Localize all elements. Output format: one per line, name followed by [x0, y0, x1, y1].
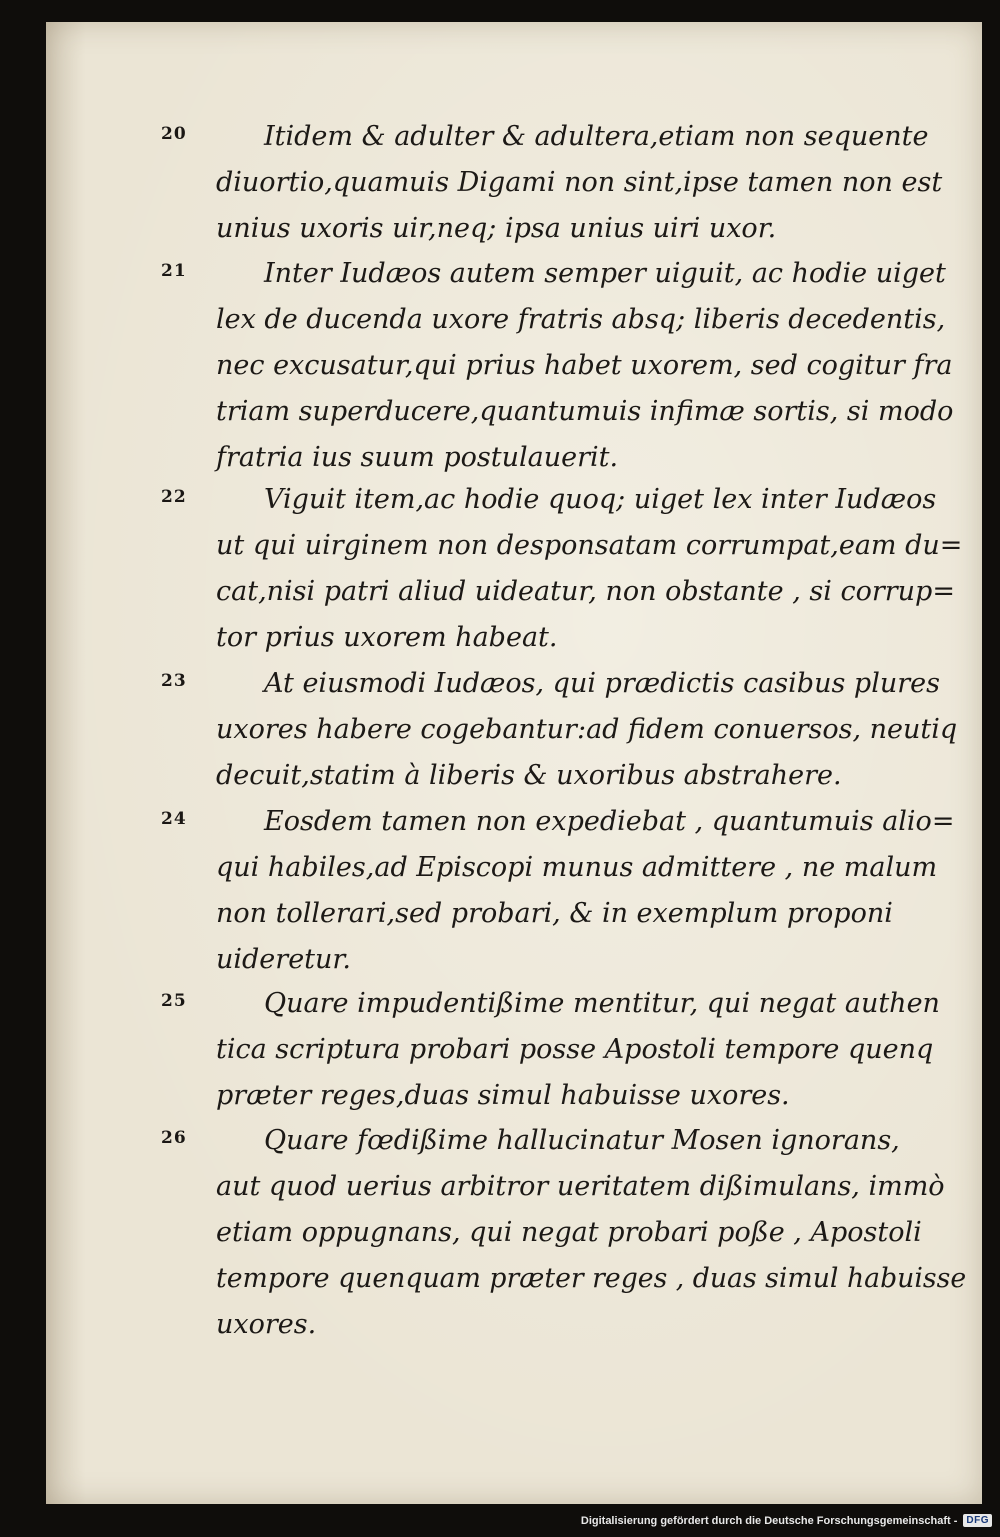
text-line: Inter Iudæos autem semper uiguit, ac hodie uiget — [264, 258, 946, 289]
text-line: uxores. — [216, 1309, 317, 1340]
text-line: tempore quenquam præter reges , duas simul habuisse — [216, 1263, 967, 1294]
text-line: præter reges,duas simul habuisse uxores. — [216, 1080, 790, 1111]
text-line: Quare impudentißime mentitur, qui negat authen — [264, 988, 940, 1019]
digitization-credit — [581, 1514, 992, 1527]
text-line: ut qui uirginem non desponsatam corrumpat,eam du= — [216, 530, 963, 561]
paragraph-number: 24 — [161, 809, 187, 829]
text-line: uxores habere cogebantur:ad fidem conuersos, neutiq — [216, 714, 958, 745]
dfg-logo-icon: DFG — [963, 1514, 992, 1527]
text-line: triam superducere,quantumuis infimæ sortis, si modo — [216, 396, 954, 427]
paragraph-number: 23 — [161, 671, 187, 691]
text-line: decuit,statim à liberis & uxoribus abstrahere. — [216, 760, 842, 791]
text-line: lex de ducenda uxore fratris absq; liberis decedentis, — [216, 304, 946, 335]
text-line: tor prius uxorem habeat. — [216, 622, 558, 653]
paragraph-number: 20 — [161, 124, 187, 144]
text-line: cat,nisi patri aliud uideatur, non obstante , si corrup= — [216, 576, 955, 607]
text-line: fratria ius suum postulauerit. — [216, 442, 619, 473]
text-line: non tollerari,sed probari, & in exemplum proponi — [216, 898, 893, 929]
book-page — [46, 22, 982, 1504]
text-line: Quare fœdißime hallucinatur Mosen ignorans, — [264, 1125, 900, 1156]
paragraph-number: 22 — [161, 487, 187, 507]
text-line: diuortio,quamuis Digami non sint,ipse tamen non est — [216, 167, 943, 198]
paragraph-number: 25 — [161, 991, 187, 1011]
text-line: Itidem & adulter & adultera,etiam non sequente — [264, 121, 929, 152]
text-line: qui habiles,ad Episcopi munus admittere , ne malum — [216, 852, 938, 883]
text-line: etiam oppugnans, qui negat probari poße , Apostoli — [216, 1217, 922, 1248]
text-line: aut quod uerius arbitror ueritatem dißimulans, immò — [216, 1171, 945, 1202]
text-line: Viguit item,ac hodie quoq; uiget lex inter Iudæos — [264, 484, 937, 515]
paragraph-number: 26 — [161, 1128, 187, 1148]
paragraph-number: 21 — [161, 261, 187, 281]
text-line: nec excusatur,qui prius habet uxorem, sed cogitur fra — [216, 350, 953, 381]
text-line: Eosdem tamen non expediebat , quantumuis alio= — [264, 806, 955, 837]
text-line: At eiusmodi Iudæos, qui prædictis casibus plures — [264, 668, 940, 699]
text-line: tica scriptura probari posse Apostoli tempore quenq — [216, 1034, 934, 1065]
text-line: uideretur. — [216, 944, 351, 975]
text-line: unius uxoris uir,neq; ipsa unius uiri uxor. — [216, 213, 777, 244]
credit-text: Digitalisierung gefördert durch die Deutsche Forschungsgemeinschaft - — [580, 1514, 958, 1527]
